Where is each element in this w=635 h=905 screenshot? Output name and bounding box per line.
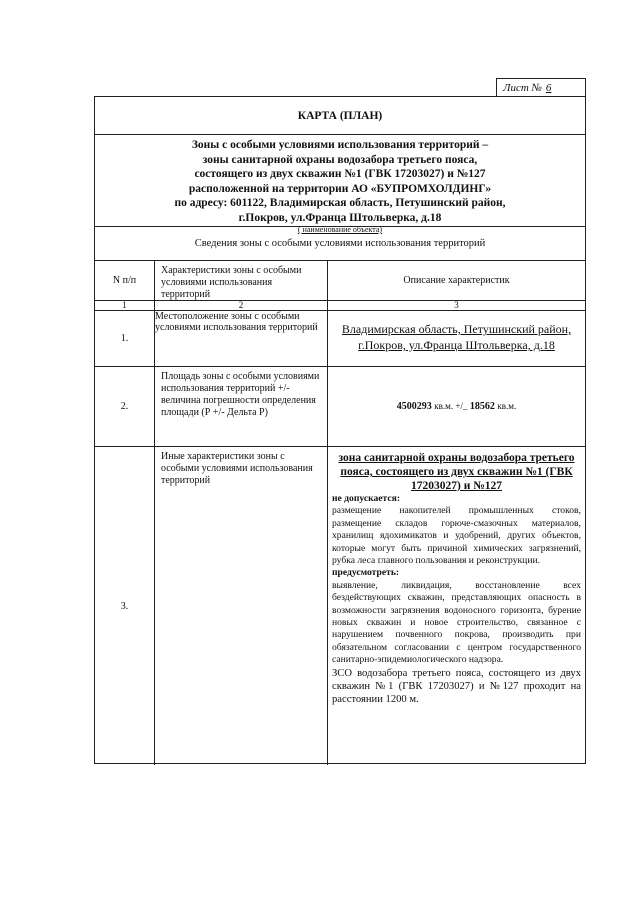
- area-unit: кв.м.: [497, 401, 517, 411]
- location-description: [328, 311, 585, 367]
- zone-description-line: Зоны с особыми условиями использования территорий –: [191, 139, 489, 151]
- zone-description-line: расположенной на территории АО «БУПРОМХОЛДИНГ»: [188, 182, 492, 195]
- object-name-note: ( наименование объекта): [297, 225, 383, 234]
- zone-description: [95, 135, 585, 234]
- provide-text: выявление, ликвидация, восстановление всех бездействующих скважин, представляющих опасность в возможности загрязнения водоносного горизонта, бурение новых скважин и новое строительство, связанное с нарушением почвенного покрова, производить при обязательном согласовании с центром государственного санитарно-эпидемиологического надзора.: [332, 579, 581, 666]
- info-header: Сведения зоны с особыми условиями использования территорий: [95, 227, 585, 261]
- area-unit: кв.м. +/_: [434, 401, 468, 411]
- row-characteristic: Иные характеристики зоны с особыми условиями использования территорий: [155, 447, 328, 765]
- document-frame: [94, 96, 586, 764]
- row-characteristic: Площадь зоны с особыми условиями использования территорий +/- величина погрешности определения площади (Р +/- Дельта Р): [155, 367, 328, 447]
- column-index: 1: [95, 301, 155, 311]
- area-value: 4500293: [396, 401, 432, 412]
- column-index: 3: [328, 301, 585, 311]
- sheet-number: 6: [545, 82, 552, 94]
- document-title: КАРТА (ПЛАН): [95, 97, 585, 135]
- column-index: 2: [155, 301, 328, 311]
- not-allowed-text: размещение накопителей промышленных стоков, размещение складов горюче-смазочных материалов, хранилищ ядохимикатов и удобрений, других объектов, которые могут быть причиной химических загрязнений, рубка леса главного пользования и реконструкции.: [332, 505, 581, 567]
- zone-description-line: зоны санитарной охраны водозабора третьего пояса,: [202, 153, 478, 166]
- zone-body: [328, 493, 585, 706]
- sheet-label: Лист №: [503, 82, 542, 94]
- zone-title: зона санитарной охраны водозабора третьего пояса, состоящего из двух скважин №1 (ГВК 17203027) и №127: [338, 452, 575, 492]
- location-line: Владимирская область, Петушинский район,: [341, 322, 572, 336]
- zone-description-line: состоящего из двух скважин №1 (ГВК 17203027) и №127: [194, 168, 486, 180]
- zone-description-line: г.Покров, ул.Франца Штольверка, д.18: [238, 211, 442, 224]
- row-number: 2.: [95, 367, 155, 447]
- final-text: ЗСО водозабора третьего пояса, состоящего из двух скважин №1 (ГВК 17203027) и №127 проходит на расстоянии 1200 м.: [332, 667, 581, 705]
- sheet-number-box: [496, 78, 586, 97]
- row-characteristic: Местоположение зоны с особыми условиями использования территорий: [155, 311, 328, 367]
- area-delta: 18562: [469, 401, 495, 412]
- not-allowed-label: не допускается:: [332, 493, 401, 504]
- provide-label: предусмотреть:: [332, 567, 400, 579]
- area-description: [328, 367, 585, 447]
- header-number: N п/п: [95, 261, 155, 301]
- row-number: 1.: [95, 311, 155, 367]
- zone-description-line: по адресу: 601122, Владимирская область, Петушинский район,: [174, 197, 506, 209]
- row-number: 3.: [95, 447, 155, 765]
- header-description: Описание характеристик: [328, 261, 585, 301]
- location-line: г.Покров, ул.Франца Штольверка, д.18: [358, 338, 555, 352]
- header-characteristic: Характеристики зоны с особыми условиями использования территорий: [155, 261, 328, 301]
- other-characteristics-description: [328, 447, 585, 765]
